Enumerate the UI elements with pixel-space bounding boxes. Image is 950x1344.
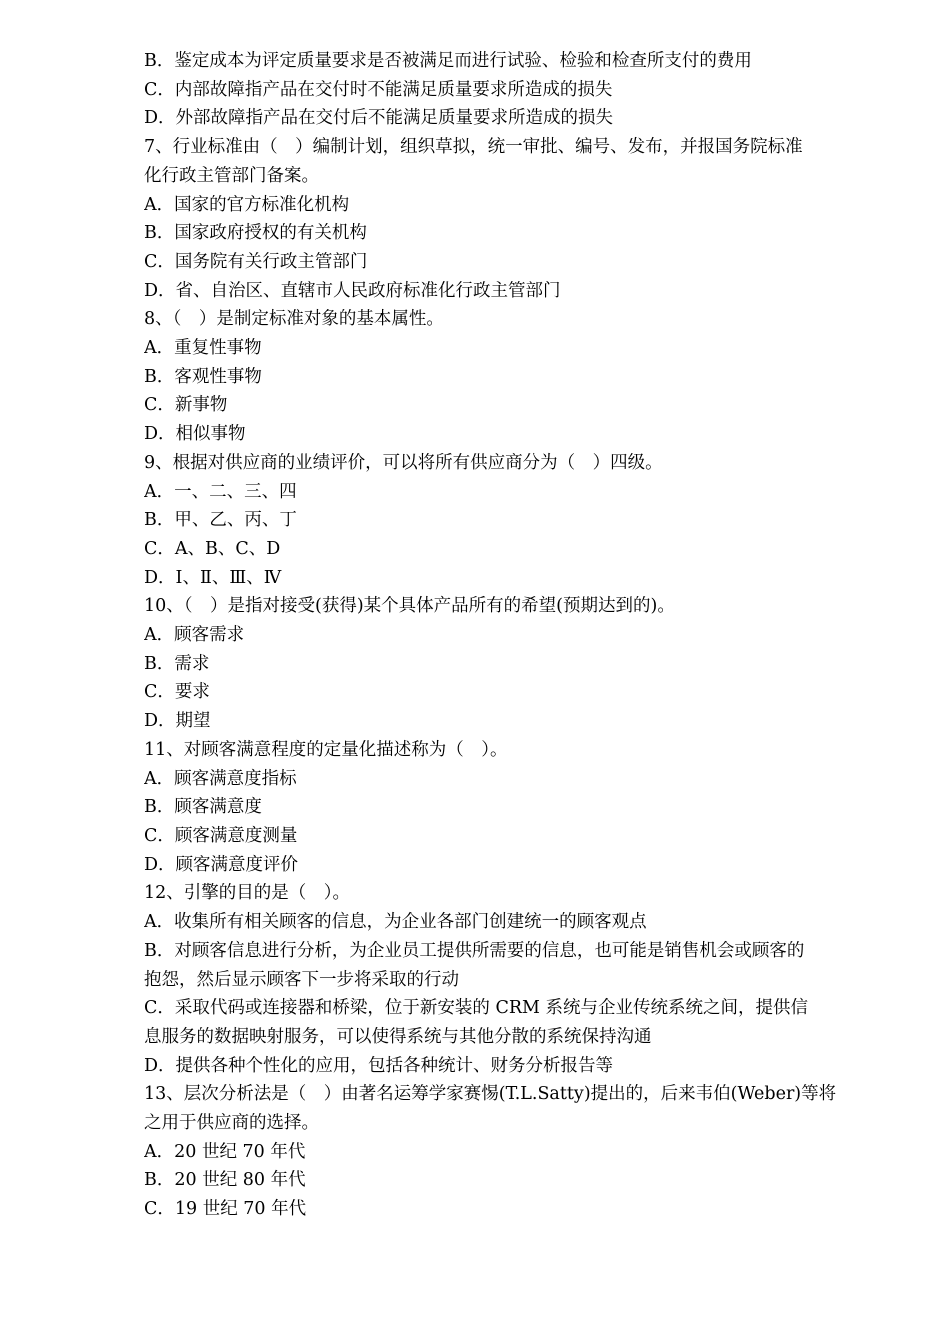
option-line: A．顾客需求 [144,625,245,646]
option-line: B．客观性事物 [144,366,262,387]
option-line: D．Ⅰ、Ⅱ、Ⅲ、Ⅳ [144,567,282,588]
option-line-continued: 抱怨，然后显示顾客下一步将采取的行动 [144,969,459,990]
option-line: D．外部故障指产品在交付后不能满足质量要求所造成的损失 [144,108,614,129]
option-line: B．对顾客信息进行分析，为企业员工提供所需要的信息，也可能是销售机会或顾客的 [144,940,805,961]
option-line: A．一、二、三、四 [144,481,297,502]
question-13-line-1: 13、层次分析法是（ ）由著名运筹学家赛惕(T.L.Satty)提出的，后来韦伯(Weber)等将 [144,1084,837,1105]
option-line: A．重复性事物 [144,338,262,359]
option-line: D．顾客满意度评价 [144,854,299,875]
question-10: 10、（ ）是指对接受(获得)某个具体产品所有的希望(预期达到的)。 [144,596,675,617]
option-line: D．省、自治区、直辖市人民政府标准化行政主管部门 [144,280,561,301]
question-7-line-2: 化行政主管部门备案。 [144,165,319,186]
option-line: C．采取代码或连接器和桥梁，位于新安装的 CRM 系统与企业传统系统之间，提供信 [144,998,808,1019]
option-line: C．国务院有关行政主管部门 [144,251,368,272]
question-9: 9、根据对供应商的业绩评价，可以将所有供应商分为（ ）四级。 [144,452,663,473]
option-line-continued: 息服务的数据映射服务，可以使得系统与其他分散的系统保持沟通 [144,1026,652,1047]
question-11: 11、对顾客满意程度的定量化描述称为（ ）。 [144,739,508,760]
option-line: B．鉴定成本为评定质量要求是否被满足而进行试验、检验和检查所支付的费用 [144,51,752,71]
document-page [144,47,868,1224]
question-13-line-2: 之用于供应商的选择。 [144,1113,319,1134]
option-line: D．相似事物 [144,424,246,445]
option-line: A．顾客满意度指标 [144,768,297,789]
option-line: D．期望 [144,711,211,732]
option-line: A．20 世纪 70 年代 [144,1141,306,1162]
question-12: 12、引擎的目的是（ ）。 [144,883,351,904]
option-line: B．20 世纪 80 年代 [144,1170,306,1191]
option-line: B．甲、乙、丙、丁 [144,510,297,531]
option-line: D．提供各种个性化的应用，包括各种统计、财务分析报告等 [144,1055,614,1076]
option-line: C．内部故障指产品在交付时不能满足质量要求所造成的损失 [144,79,613,100]
option-line: B．顾客满意度 [144,797,262,818]
option-line: C．顾客满意度测量 [144,825,298,846]
option-line: C．19 世纪 70 年代 [144,1199,307,1220]
question-7-line-1: 7、行业标准由（ ）编制计划，组织草拟，统一审批、编号、发布，并报国务院标准 [144,137,803,158]
option-line: A．国家的官方标准化机构 [144,194,350,215]
question-8: 8、（ ）是制定标准对象的基本属性。 [144,309,444,330]
option-line: C．要求 [144,682,210,703]
option-line: C．A、B、C、D [144,538,281,559]
option-line: A．收集所有相关顾客的信息，为企业各部门创建统一的顾客观点 [144,912,647,933]
option-line: C．新事物 [144,395,228,416]
option-line: B．国家政府授权的有关机构 [144,223,367,244]
option-line: B．需求 [144,653,210,674]
